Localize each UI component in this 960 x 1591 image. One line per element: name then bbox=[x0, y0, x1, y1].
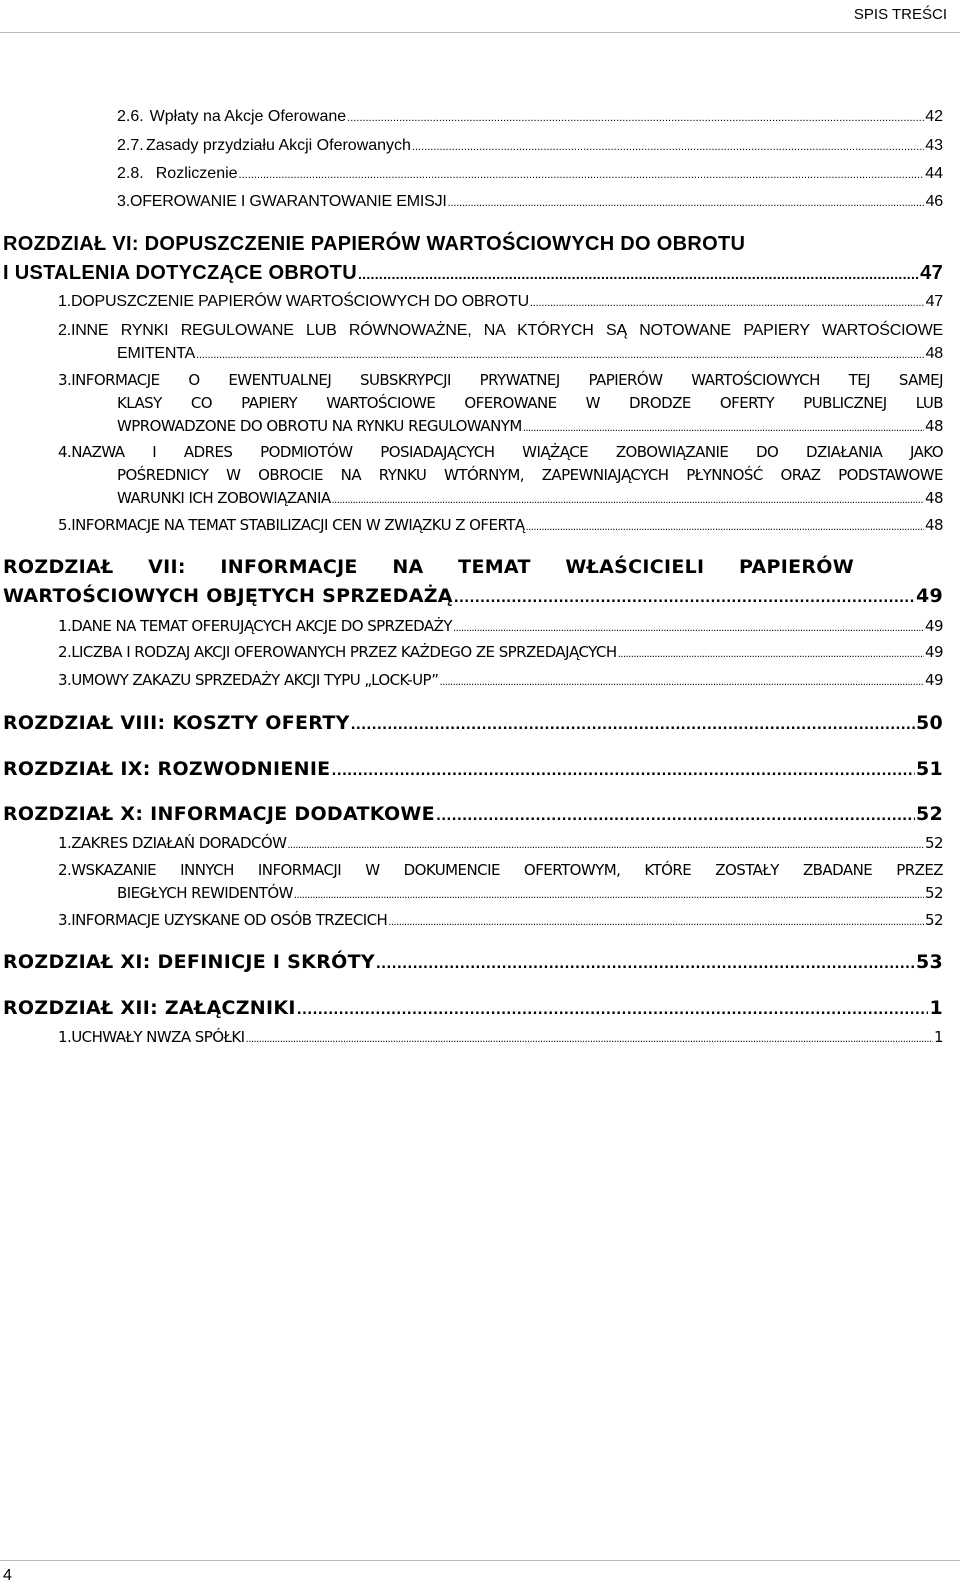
toc-page-number: 1 bbox=[929, 997, 943, 1019]
dot-leader bbox=[246, 1034, 933, 1045]
toc-entry-6-2-line1[interactable]: 2.INNE RYNKI REGULOWANE LUB RÓWNOWAŻNE, NA KTÓRYCH SĄ NOTOWANE PAPIERY WARTOŚCIOWE bbox=[58, 322, 943, 339]
toc-chapter-7[interactable] bbox=[3, 585, 943, 607]
toc-entry-6-3[interactable] bbox=[117, 417, 943, 435]
toc-page-number: 49 bbox=[915, 585, 943, 607]
dot-leader bbox=[297, 1003, 929, 1018]
toc-entry-10-3[interactable] bbox=[58, 911, 943, 929]
toc-page-number: 50 bbox=[915, 712, 943, 734]
toc-entry-title: 2.LICZBA I RODZAJ AKCJI OFEROWANYCH PRZEZ KAŻDEGO ZE SPRZEDAJĄCYCH bbox=[58, 643, 617, 661]
toc-entry-7-2[interactable] bbox=[58, 643, 943, 661]
toc-chapter-title: ROZDZIAŁ X: INFORMACJE DODATKOWE bbox=[3, 803, 435, 825]
toc-entry-title: 1.DOPUSZCZENIE PAPIERÓW WARTOŚCIOWYCH DO OBROTU bbox=[58, 293, 529, 310]
toc-entry-title: Wpłaty na Akcje Oferowane bbox=[149, 108, 347, 125]
running-header: SPIS TREŚCI bbox=[853, 6, 947, 23]
toc-page-number: 44 bbox=[925, 165, 943, 182]
toc-entry-2-8[interactable] bbox=[117, 165, 943, 183]
toc-chapter-title: ROZDZIAŁ XII: ZAŁĄCZNIKI bbox=[3, 997, 296, 1019]
toc-page-number: 52 bbox=[925, 884, 943, 902]
dot-leader bbox=[347, 112, 924, 124]
toc-entry-title: EMITENTA bbox=[117, 345, 196, 362]
toc-entry-10-2-line1[interactable]: 2.WSKAZANIE INNYCH INFORMACJI W DOKUMENCIE OFERTOWYM, KTÓRE ZOSTAŁY ZBADANE PRZEZ bbox=[58, 861, 943, 879]
toc-page-number: 53 bbox=[915, 951, 943, 973]
toc-page-number: 49 bbox=[925, 617, 943, 635]
toc-entry-7-3[interactable] bbox=[58, 671, 943, 689]
toc-entry-title: 1.ZAKRES DZIAŁAŃ DORADCÓW bbox=[58, 834, 287, 852]
toc-entry-title: 3.OFEROWANIE I GWARANTOWANIE EMISJI bbox=[117, 193, 447, 210]
toc-entry-title: WARUNKI ICH ZOBOWIĄZANIA bbox=[117, 489, 331, 507]
toc-entry-12-1[interactable] bbox=[58, 1028, 943, 1046]
toc-entry-number: 2.7. bbox=[117, 137, 144, 154]
dot-leader bbox=[331, 764, 914, 779]
toc-page-number: 47 bbox=[920, 262, 943, 284]
toc-entry-6-5[interactable] bbox=[58, 516, 943, 534]
toc-page-number: 48 bbox=[925, 417, 943, 435]
toc-page-number: 47 bbox=[925, 293, 943, 310]
toc-entry-title: BIEGŁYCH REWIDENTÓW bbox=[117, 884, 293, 902]
toc-page-number: 52 bbox=[925, 911, 943, 929]
toc-entry-title: 5.INFORMACJE NA TEMAT STABILIZACJI CEN W ZWIĄZKU Z OFERTĄ bbox=[58, 516, 525, 534]
dot-leader bbox=[530, 297, 925, 309]
dot-leader bbox=[618, 649, 924, 660]
toc-chapter-9[interactable] bbox=[3, 758, 943, 780]
toc-chapter-11[interactable] bbox=[3, 951, 943, 973]
toc-page-number: 52 bbox=[925, 834, 943, 852]
toc-entry-title: 3.UMOWY ZAKAZU SPRZEDAŻY AKCJI TYPU „LOCK-UP” bbox=[58, 671, 439, 689]
toc-page-number: 1 bbox=[934, 1028, 943, 1046]
toc-page-number: 51 bbox=[915, 758, 943, 780]
toc-entry-number: 2.6. bbox=[117, 108, 144, 125]
dot-leader bbox=[351, 718, 915, 733]
toc-chapter-title: I USTALENIA DOTYCZĄCE OBROTU bbox=[3, 262, 357, 284]
toc-entry-title: Rozliczenie bbox=[155, 165, 238, 182]
toc-page-number: 42 bbox=[925, 108, 943, 125]
dot-leader bbox=[196, 349, 924, 361]
dot-leader bbox=[453, 623, 924, 634]
dot-leader bbox=[436, 809, 915, 824]
toc-entry-7-1[interactable] bbox=[58, 617, 943, 635]
toc-page-number: 46 bbox=[925, 193, 943, 210]
toc-chapter-6[interactable] bbox=[3, 262, 943, 285]
dot-leader bbox=[454, 591, 915, 606]
dot-leader bbox=[287, 840, 924, 851]
toc-chapter-8[interactable] bbox=[3, 712, 943, 734]
dot-leader bbox=[358, 266, 919, 282]
toc-entry-6-1[interactable] bbox=[58, 293, 943, 311]
toc-page-number: 48 bbox=[925, 345, 943, 362]
toc-entry-title: Zasady przydziału Akcji Oferowanych bbox=[145, 137, 411, 154]
dot-leader bbox=[448, 197, 925, 209]
toc-chapter-title: ROZDZIAŁ XI: DEFINICJE I SKRÓTY bbox=[3, 951, 375, 973]
toc-entry-6-4-line2[interactable]: POŚREDNICY W OBROCIE NA RYNKU WTÓRNYM, ZAPEWNIAJĄCYCH PŁYNNOŚĆ ORAZ PODSTAWOWE bbox=[117, 466, 943, 484]
toc-entry-6-4-line1[interactable]: 4.NAZWA I ADRES PODMIOTÓW POSIADAJĄCYCH WIĄŻĄCE ZOBOWIĄZANIE DO DZIAŁANIA JAKO bbox=[58, 443, 943, 461]
dot-leader bbox=[376, 957, 915, 972]
toc-entry-title: 3.INFORMACJE UZYSKANE OD OSÓB TRZECICH bbox=[58, 911, 388, 929]
toc-page-number: 49 bbox=[925, 671, 943, 689]
toc-entry-oferowanie[interactable] bbox=[117, 193, 943, 211]
dot-leader bbox=[239, 169, 925, 181]
toc-chapter-title: ROZDZIAŁ VIII: KOSZTY OFERTY bbox=[3, 712, 350, 734]
toc-entry-number: 2.8. bbox=[117, 165, 144, 182]
toc-chapter-title: WARTOŚCIOWYCH OBJĘTYCH SPRZEDAŻĄ bbox=[3, 585, 453, 607]
toc-entry-6-4[interactable] bbox=[117, 489, 943, 507]
toc-entry-title: WPROWADZONE DO OBROTU NA RYNKU REGULOWANYM bbox=[117, 417, 522, 435]
toc-page-number: 48 bbox=[925, 489, 943, 507]
footer-divider bbox=[0, 1560, 960, 1561]
dot-leader bbox=[294, 890, 924, 901]
toc-chapter-6-line1[interactable]: ROZDZIAŁ VI: DOPUSZCZENIE PAPIERÓW WARTOŚCIOWYCH DO OBROTU bbox=[3, 233, 746, 255]
toc-page-number: 48 bbox=[925, 516, 943, 534]
toc-page-number: 52 bbox=[915, 803, 943, 825]
dot-leader bbox=[412, 141, 924, 153]
toc-entry-2-7[interactable] bbox=[117, 137, 943, 155]
toc-chapter-title: ROZDZIAŁ IX: ROZWODNIENIE bbox=[3, 758, 331, 780]
toc-chapter-10[interactable] bbox=[3, 803, 943, 825]
toc-entry-10-2[interactable] bbox=[117, 884, 943, 902]
dot-leader bbox=[332, 495, 924, 506]
dot-leader bbox=[440, 677, 924, 688]
toc-chapter-12[interactable] bbox=[3, 997, 943, 1019]
dot-leader bbox=[526, 522, 924, 533]
dot-leader bbox=[388, 917, 924, 928]
toc-chapter-7-line1[interactable]: ROZDZIAŁ VII: INFORMACJE NA TEMAT WŁAŚCICIELI PAPIERÓW bbox=[3, 556, 854, 578]
header-divider bbox=[0, 32, 960, 33]
toc-entry-title: 1.DANE NA TEMAT OFERUJĄCYCH AKCJE DO SPRZEDAŻY bbox=[58, 617, 452, 635]
toc-page-number: 43 bbox=[925, 137, 943, 154]
toc-entry-2-6[interactable] bbox=[117, 108, 943, 126]
toc-page-number: 49 bbox=[925, 643, 943, 661]
toc-entry-6-3-line2[interactable]: KLASY CO PAPIERY WARTOŚCIOWE OFEROWANE W DRODZE OFERTY PUBLICZNEJ LUB bbox=[117, 394, 943, 412]
toc-entry-6-3-line1[interactable]: 3.INFORMACJE O EWENTUALNEJ SUBSKRYPCJI PRYWATNEJ PAPIERÓW WARTOŚCIOWYCH TEJ SAMEJ bbox=[58, 371, 943, 389]
dot-leader bbox=[523, 423, 924, 434]
toc-entry-6-2[interactable] bbox=[117, 345, 943, 363]
toc-entry-10-1[interactable] bbox=[58, 834, 943, 852]
toc-entry-title: 1.UCHWAŁY NWZA SPÓŁKI bbox=[58, 1028, 245, 1046]
page-number: 4 bbox=[3, 1567, 12, 1584]
